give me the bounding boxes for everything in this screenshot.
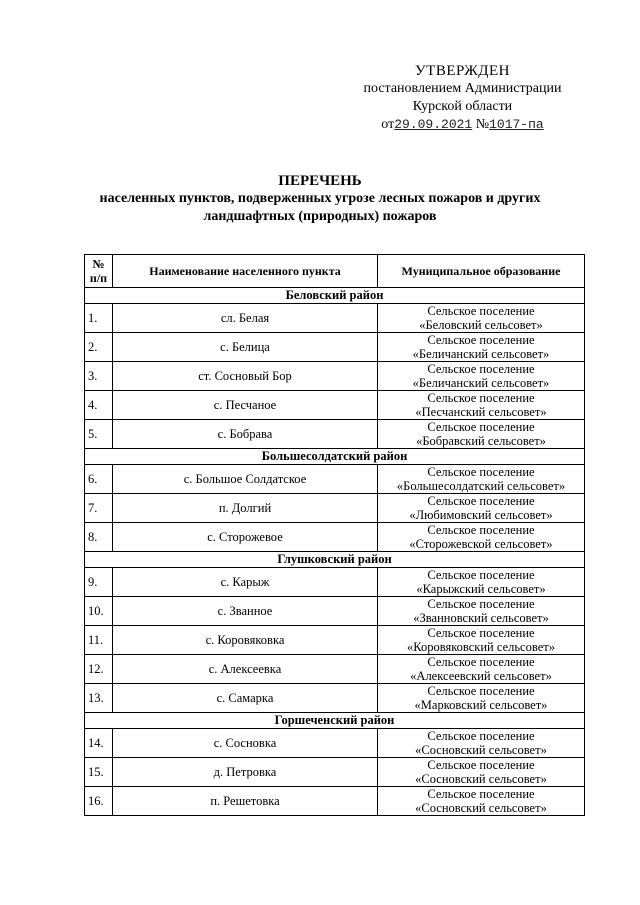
- table-row: [85, 523, 585, 552]
- settlement-name: с. Бобрава: [113, 420, 378, 449]
- municipality-type: Сельское поселение: [427, 655, 535, 669]
- district-name: Беловский район: [85, 288, 585, 304]
- document-title: [60, 172, 580, 226]
- table-row: [85, 597, 585, 626]
- approval-block: [360, 62, 565, 134]
- table-row: [85, 787, 585, 816]
- municipality-type: Сельское поселение: [427, 758, 535, 772]
- municipality-type: Сельское поселение: [427, 362, 535, 376]
- header-number: [85, 255, 113, 288]
- row-number: 16.: [85, 787, 113, 816]
- header-municipality: Муниципальное образование: [378, 255, 585, 288]
- settlement-name: с. Самарка: [113, 684, 378, 713]
- municipality-type: Сельское поселение: [427, 465, 535, 479]
- settlement-name: ст. Сосновый Бор: [113, 362, 378, 391]
- district-name: Большесолдатский район: [85, 449, 585, 465]
- title-line-1: населенных пунктов, подверженных угрозе лесных пожаров и других: [99, 191, 541, 206]
- header-number-line-2: п/п: [89, 271, 108, 285]
- approval-number: 1017-па: [489, 117, 544, 132]
- municipality-name: «Беличанский сельсовет»: [412, 376, 550, 390]
- municipality-cell: [378, 420, 585, 449]
- table-row: [85, 655, 585, 684]
- municipality-name: «Сосновский сельсовет»: [415, 772, 547, 786]
- table-header-row: [85, 255, 585, 288]
- settlement-name: с. Коровяковка: [113, 626, 378, 655]
- table-row: [85, 420, 585, 449]
- row-number: 1.: [85, 304, 113, 333]
- municipality-cell: [378, 568, 585, 597]
- municipality-type: Сельское поселение: [427, 787, 535, 801]
- table-row: [85, 626, 585, 655]
- settlement-name: с. Сторожевое: [113, 523, 378, 552]
- row-number: 2.: [85, 333, 113, 362]
- table-body: [85, 288, 585, 816]
- title-main: ПЕРЕЧЕНЬ: [278, 173, 362, 189]
- approval-line-2: Курской области: [412, 99, 513, 114]
- table-row: [85, 568, 585, 597]
- row-number: 15.: [85, 758, 113, 787]
- settlement-name: п. Решетовка: [113, 787, 378, 816]
- municipality-name: «Бобравский сельсовет»: [416, 434, 546, 448]
- row-number: 13.: [85, 684, 113, 713]
- row-number: 8.: [85, 523, 113, 552]
- municipality-type: Сельское поселение: [427, 523, 535, 537]
- municipality-cell: [378, 729, 585, 758]
- district-row: [85, 713, 585, 729]
- municipality-type: Сельское поселение: [427, 391, 535, 405]
- settlement-name: с. Большое Солдатское: [113, 465, 378, 494]
- municipality-cell: [378, 465, 585, 494]
- district-row: [85, 449, 585, 465]
- district-row: [85, 552, 585, 568]
- municipality-name: «Сосновский сельсовет»: [415, 743, 547, 757]
- municipality-cell: [378, 597, 585, 626]
- row-number: 3.: [85, 362, 113, 391]
- municipality-name: «Марковский сельсовет»: [414, 698, 548, 712]
- table-row: [85, 494, 585, 523]
- district-row: [85, 288, 585, 304]
- municipality-cell: [378, 684, 585, 713]
- municipality-name: «Коровяковский сельсовет»: [407, 640, 555, 654]
- municipality-cell: [378, 655, 585, 684]
- approval-from-prefix: от: [381, 117, 395, 132]
- approval-date: 29.09.2021: [394, 117, 473, 132]
- settlement-name: д. Петровка: [113, 758, 378, 787]
- municipality-type: Сельское поселение: [427, 333, 535, 347]
- municipality-type: Сельское поселение: [427, 494, 535, 508]
- row-number: 14.: [85, 729, 113, 758]
- table-row: [85, 729, 585, 758]
- district-name: Горшеченский район: [85, 713, 585, 729]
- settlement-name: сл. Белая: [113, 304, 378, 333]
- municipality-type: Сельское поселение: [427, 597, 535, 611]
- municipality-cell: [378, 304, 585, 333]
- municipality-name: «Сторожевской сельсовет»: [409, 537, 553, 551]
- table-row: [85, 333, 585, 362]
- municipality-cell: [378, 626, 585, 655]
- municipality-name: «Большесолдатский сельсовет»: [396, 479, 566, 493]
- row-number: 7.: [85, 494, 113, 523]
- municipality-type: Сельское поселение: [427, 420, 535, 434]
- municipality-cell: [378, 523, 585, 552]
- municipality-name: «Беличанский сельсовет»: [412, 347, 550, 361]
- municipality-name: «Беловский сельсовет»: [419, 318, 543, 332]
- municipality-type: Сельское поселение: [427, 729, 535, 743]
- row-number: 11.: [85, 626, 113, 655]
- municipality-cell: [378, 758, 585, 787]
- approval-number-sign: №: [475, 117, 490, 132]
- settlement-name: с. Карыж: [113, 568, 378, 597]
- municipality-cell: [378, 333, 585, 362]
- row-number: 10.: [85, 597, 113, 626]
- approval-header: УТВЕРЖДЕН: [415, 63, 510, 79]
- header-number-line-1: №: [92, 257, 105, 271]
- settlement-name: с. Сосновка: [113, 729, 378, 758]
- table-row: [85, 684, 585, 713]
- table-row: [85, 465, 585, 494]
- municipality-type: Сельское поселение: [427, 568, 535, 582]
- row-number: 12.: [85, 655, 113, 684]
- table-row: [85, 362, 585, 391]
- municipality-name: «Любимовский сельсовет»: [409, 508, 553, 522]
- municipality-name: «Званновский сельсовет»: [413, 611, 549, 625]
- row-number: 4.: [85, 391, 113, 420]
- municipality-cell: [378, 362, 585, 391]
- municipality-cell: [378, 391, 585, 420]
- municipality-cell: [378, 494, 585, 523]
- municipality-type: Сельское поселение: [427, 626, 535, 640]
- row-number: 9.: [85, 568, 113, 597]
- table-row: [85, 304, 585, 333]
- header-settlement-name: Наименование населенного пункта: [113, 255, 378, 288]
- table-row: [85, 758, 585, 787]
- settlements-table: [84, 254, 585, 816]
- municipality-cell: [378, 787, 585, 816]
- municipality-type: Сельское поселение: [427, 304, 535, 318]
- approval-line-1: постановлением Администрации: [363, 81, 562, 96]
- row-number: 5.: [85, 420, 113, 449]
- row-number: 6.: [85, 465, 113, 494]
- municipality-type: Сельское поселение: [427, 684, 535, 698]
- municipality-name: «Сосновский сельсовет»: [415, 801, 547, 815]
- settlement-name: п. Долгий: [113, 494, 378, 523]
- district-name: Глушковский район: [85, 552, 585, 568]
- settlement-name: с. Песчаное: [113, 391, 378, 420]
- municipality-name: «Алексеевский сельсовет»: [410, 669, 552, 683]
- municipality-name: «Песчанский сельсовет»: [415, 405, 547, 419]
- settlement-name: с. Званное: [113, 597, 378, 626]
- table-row: [85, 391, 585, 420]
- approval-date-line: [360, 116, 565, 134]
- title-line-2: ландшафтных (природных) пожаров: [203, 209, 437, 224]
- municipality-name: «Карыжский сельсовет»: [416, 582, 546, 596]
- settlement-name: с. Алексеевка: [113, 655, 378, 684]
- settlement-name: с. Белица: [113, 333, 378, 362]
